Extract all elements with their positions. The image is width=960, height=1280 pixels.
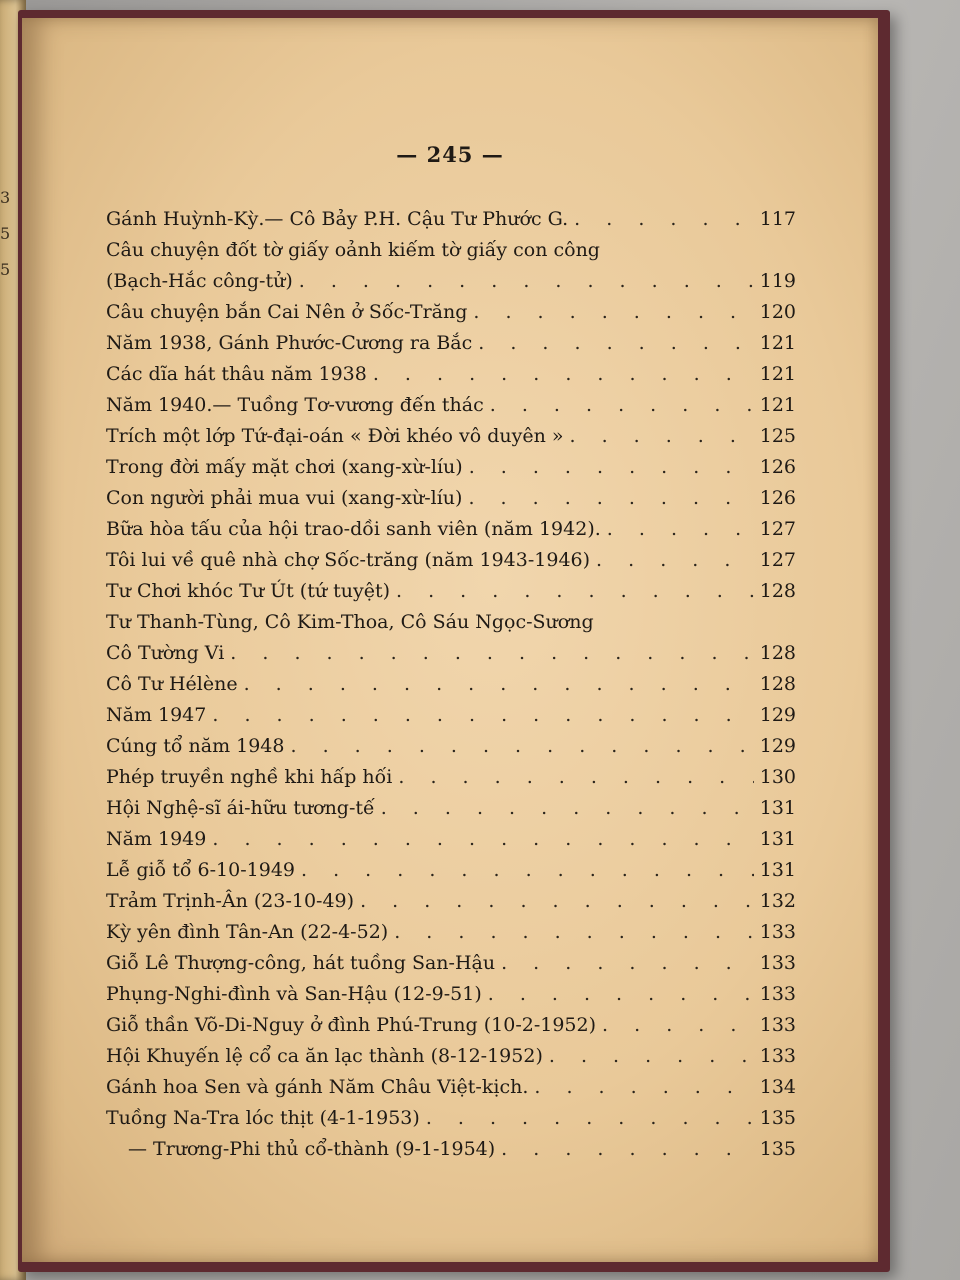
toc-entry — [106, 766, 796, 797]
dot-leader — [381, 797, 754, 819]
toc-entry-title: Câu chuyện bắn Cai Nên ở Sốc-Trăng — [106, 301, 468, 323]
toc-entry — [106, 952, 796, 983]
toc-entry-title: Hội Khuyến lệ cổ ca ăn lạc thành (8-12-1952) — [106, 1045, 543, 1067]
dot-leader — [360, 890, 754, 912]
left-page-mark: 5 — [0, 260, 11, 279]
toc-entry — [106, 580, 796, 611]
toc-entry — [106, 704, 796, 735]
toc-entry — [106, 983, 796, 1014]
toc-entry-title: Kỳ yên đình Tân-An (22-4-52) — [106, 921, 389, 943]
toc-entry — [106, 270, 796, 301]
left-page-mark: 5 — [0, 224, 11, 243]
toc-entry — [106, 1045, 796, 1076]
dot-leader — [478, 332, 753, 354]
toc-entry-page: 128 — [759, 580, 796, 602]
toc-entry-page: 131 — [759, 828, 796, 850]
dot-leader — [396, 580, 754, 602]
dot-leader — [426, 1107, 754, 1129]
toc-entry-page: 133 — [759, 1014, 796, 1036]
dot-leader — [244, 673, 754, 695]
toc-entry-page: 121 — [759, 363, 796, 385]
toc-entry-page: 131 — [759, 859, 796, 881]
dot-leader — [534, 1076, 753, 1098]
toc-entry-page: 133 — [759, 952, 796, 974]
toc-entry — [106, 642, 796, 673]
toc-entry-title: (Bạch-Hắc công-tử) — [106, 270, 293, 292]
toc-entry-title: Gánh hoa Sen và gánh Năm Châu Việt-kịch. — [106, 1076, 529, 1098]
toc-entry-page: 129 — [759, 735, 796, 757]
toc-entry-page: 135 — [759, 1107, 796, 1129]
toc-entry-title: Phụng-Nghi-đình và San-Hậu (12-9-51) — [106, 983, 482, 1005]
toc-entry-title: Tuồng Na-Tra lóc thịt (4-1-1953) — [106, 1107, 420, 1129]
toc-entry — [106, 1076, 796, 1107]
toc-entry-page: 132 — [759, 890, 796, 912]
toc-entry — [106, 363, 796, 394]
toc-entry-page: 128 — [759, 642, 796, 664]
toc-entry — [106, 1138, 796, 1169]
dot-leader — [373, 363, 754, 385]
toc-entry-page: 127 — [759, 549, 796, 571]
left-page-mark: 3 — [0, 188, 11, 207]
toc-entry-title: Cô Tường Vi — [106, 642, 225, 664]
dot-leader — [549, 1045, 754, 1067]
toc-entry-page: 126 — [759, 487, 796, 509]
toc-entry-page: 135 — [759, 1138, 796, 1160]
toc-entry-page: 133 — [759, 983, 796, 1005]
toc-entry-title: Cúng tổ năm 1948 — [106, 735, 285, 757]
toc-entry-page: 125 — [759, 425, 796, 447]
toc-entry-page: 121 — [759, 394, 796, 416]
dot-leader — [394, 921, 754, 943]
toc-entry-page: 133 — [759, 1045, 796, 1067]
dot-leader — [569, 425, 753, 447]
toc-entry-title: Tư Thanh-Tùng, Cô Kim-Thoa, Cô Sáu Ngọc-Sương — [106, 611, 594, 633]
dot-leader — [468, 487, 753, 509]
dot-leader — [212, 828, 753, 850]
toc-entry-page: 130 — [759, 766, 796, 788]
dot-leader — [469, 456, 754, 478]
toc-entry-title: Giỗ Lê Thượng-công, hát tuồng San-Hậu — [106, 952, 496, 974]
toc-entry-title: Các dĩa hát thâu năm 1938 — [106, 363, 367, 385]
toc-entry — [106, 456, 796, 487]
dot-leader — [596, 549, 754, 571]
toc-entry — [106, 394, 796, 425]
toc-entry-title: Tôi lui về quê nhà chợ Sốc-trăng (năm 1943-1946) — [106, 549, 591, 571]
toc-entry — [106, 239, 796, 270]
dot-leader — [301, 859, 754, 881]
toc-entry-title: Trong đời mấy mặt chơi (xang-xừ-líu) — [106, 456, 463, 478]
toc-entry-title: Năm 1949 — [106, 828, 207, 850]
toc-entry — [106, 673, 796, 704]
toc-entry-page: 128 — [759, 673, 796, 695]
dot-leader — [230, 642, 753, 664]
page-number: — 245 — — [396, 142, 504, 167]
dot-leader — [473, 301, 753, 323]
toc-entry — [106, 735, 796, 766]
toc-entry-title: Tư Chơi khóc Tư Út (tứ tuyệt) — [106, 580, 391, 602]
table-of-contents — [106, 208, 796, 1169]
dot-leader — [488, 983, 754, 1005]
toc-entry-title: Năm 1940.— Tuồng Tơ-vương đến thác — [106, 394, 484, 416]
dot-leader — [212, 704, 753, 726]
book-page — [22, 18, 878, 1262]
toc-entry-title: Phép truyền nghề khi hấp hối — [106, 766, 393, 788]
toc-entry — [106, 890, 796, 921]
toc-entry — [106, 859, 796, 890]
toc-entry — [106, 518, 796, 549]
toc-entry-title: — Trương-Phi thủ cổ-thành (9-1-1954) — [128, 1138, 496, 1160]
toc-entry — [106, 549, 796, 580]
toc-entry-page: 121 — [759, 332, 796, 354]
toc-entry — [106, 301, 796, 332]
toc-entry — [106, 1014, 796, 1045]
toc-entry-page: 129 — [759, 704, 796, 726]
toc-entry-title: Câu chuyện đốt tờ giấy oảnh kiếm tờ giấy con công — [106, 239, 600, 261]
toc-entry-page: 126 — [759, 456, 796, 478]
toc-entry — [106, 487, 796, 518]
toc-entry-title: Giỗ thần Võ-Di-Nguy ở đình Phú-Trung (10-2-1952) — [106, 1014, 597, 1036]
toc-entry — [106, 921, 796, 952]
dot-leader — [501, 1138, 754, 1160]
toc-entry-title: Cô Tư Hélène — [106, 673, 238, 695]
toc-entry-page: 117 — [759, 208, 796, 230]
toc-entry-page: 133 — [759, 921, 796, 943]
toc-entry-page: 127 — [759, 518, 796, 540]
toc-entry — [106, 828, 796, 859]
toc-entry — [106, 332, 796, 363]
toc-entry-title: Gánh Huỳnh-Kỳ.— Cô Bảy P.H. Cậu Tư Phước G. — [106, 208, 569, 230]
toc-entry-page: 131 — [759, 797, 796, 819]
dot-leader — [299, 270, 754, 292]
toc-entry-title: Năm 1938, Gánh Phước-Cương ra Bắc — [106, 332, 473, 354]
toc-entry-title: Trảm Trịnh-Ân (23-10-49) — [106, 890, 355, 912]
toc-entry — [106, 797, 796, 828]
toc-entry — [106, 425, 796, 456]
toc-entry-title: Năm 1947 — [106, 704, 207, 726]
toc-entry — [106, 1107, 796, 1138]
toc-entry-title: Trích một lớp Tứ-đại-oán « Đời khéo vô duyên » — [106, 425, 564, 447]
toc-entry — [106, 611, 796, 642]
dot-leader — [574, 208, 754, 230]
toc-entry-title: Con người phải mua vui (xang-xừ-líu) — [106, 487, 463, 509]
dot-leader — [291, 735, 754, 757]
toc-entry-page: 120 — [759, 301, 796, 323]
left-page-marks — [0, 180, 10, 288]
dot-leader — [490, 394, 754, 416]
toc-entry-page: 119 — [759, 270, 796, 292]
toc-entry-page: 134 — [759, 1076, 796, 1098]
dot-leader — [602, 1014, 754, 1036]
dot-leader — [398, 766, 753, 788]
dot-leader — [607, 518, 754, 540]
dot-leader — [501, 952, 754, 974]
toc-entry — [106, 208, 796, 239]
toc-entry-title: Bữa hòa tấu của hội trao-dồi sanh viên (năm 1942). — [106, 518, 601, 540]
toc-entry-title: Hội Nghệ-sĩ ái-hữu tương-tế — [106, 797, 375, 819]
toc-entry-title: Lễ giỗ tổ 6-10-1949 — [106, 859, 296, 881]
